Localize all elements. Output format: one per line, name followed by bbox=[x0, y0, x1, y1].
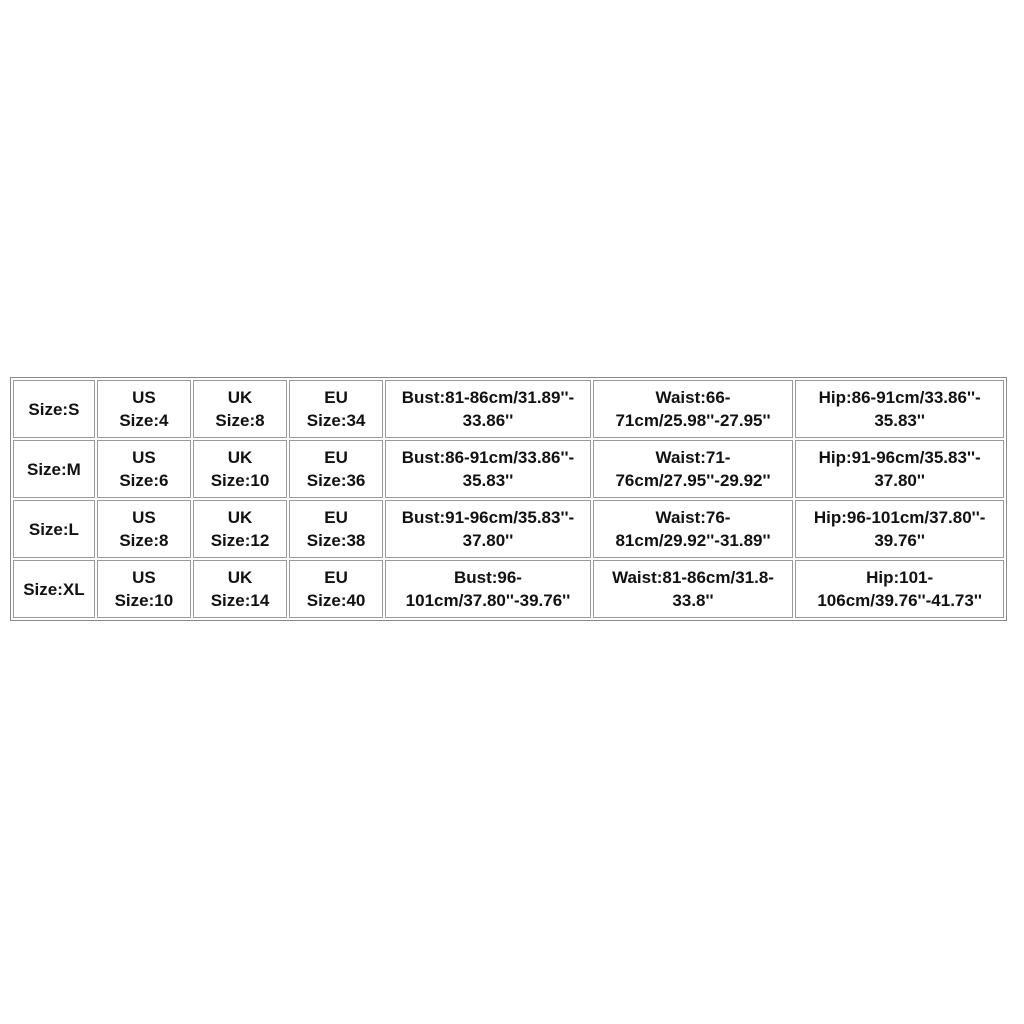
hip-cell: Hip:86-91cm/33.86''- 35.83'' bbox=[795, 380, 1004, 438]
uk-size-cell: UK Size:10 bbox=[193, 440, 287, 498]
uk-size-cell: UK Size:12 bbox=[193, 500, 287, 558]
size-cell: Size:L bbox=[13, 500, 95, 558]
table-row bbox=[13, 380, 1004, 438]
us-size-cell: US Size:8 bbox=[97, 500, 191, 558]
us-size-cell: US Size:10 bbox=[97, 560, 191, 618]
eu-size-cell: EU Size:38 bbox=[289, 500, 383, 558]
table-row bbox=[13, 440, 1004, 498]
uk-size-cell: UK Size:14 bbox=[193, 560, 287, 618]
table-row bbox=[13, 500, 1004, 558]
size-cell: Size:XL bbox=[13, 560, 95, 618]
waist-cell: Waist:71- 76cm/27.95''-29.92'' bbox=[593, 440, 794, 498]
hip-cell: Hip:96-101cm/37.80''- 39.76'' bbox=[795, 500, 1004, 558]
us-size-cell: US Size:4 bbox=[97, 380, 191, 438]
eu-size-cell: EU Size:40 bbox=[289, 560, 383, 618]
hip-cell: Hip:91-96cm/35.83''- 37.80'' bbox=[795, 440, 1004, 498]
size-chart-table bbox=[10, 377, 1007, 621]
bust-cell: Bust:96- 101cm/37.80''-39.76'' bbox=[385, 560, 591, 618]
size-cell: Size:S bbox=[13, 380, 95, 438]
waist-cell: Waist:66- 71cm/25.98''-27.95'' bbox=[593, 380, 794, 438]
us-size-cell: US Size:6 bbox=[97, 440, 191, 498]
waist-cell: Waist:81-86cm/31.8- 33.8'' bbox=[593, 560, 794, 618]
size-cell: Size:M bbox=[13, 440, 95, 498]
bust-cell: Bust:81-86cm/31.89''- 33.86'' bbox=[385, 380, 591, 438]
eu-size-cell: EU Size:34 bbox=[289, 380, 383, 438]
hip-cell: Hip:101- 106cm/39.76''-41.73'' bbox=[795, 560, 1004, 618]
table-row bbox=[13, 560, 1004, 618]
bust-cell: Bust:91-96cm/35.83''- 37.80'' bbox=[385, 500, 591, 558]
bust-cell: Bust:86-91cm/33.86''- 35.83'' bbox=[385, 440, 591, 498]
uk-size-cell: UK Size:8 bbox=[193, 380, 287, 438]
waist-cell: Waist:76- 81cm/29.92''-31.89'' bbox=[593, 500, 794, 558]
eu-size-cell: EU Size:36 bbox=[289, 440, 383, 498]
